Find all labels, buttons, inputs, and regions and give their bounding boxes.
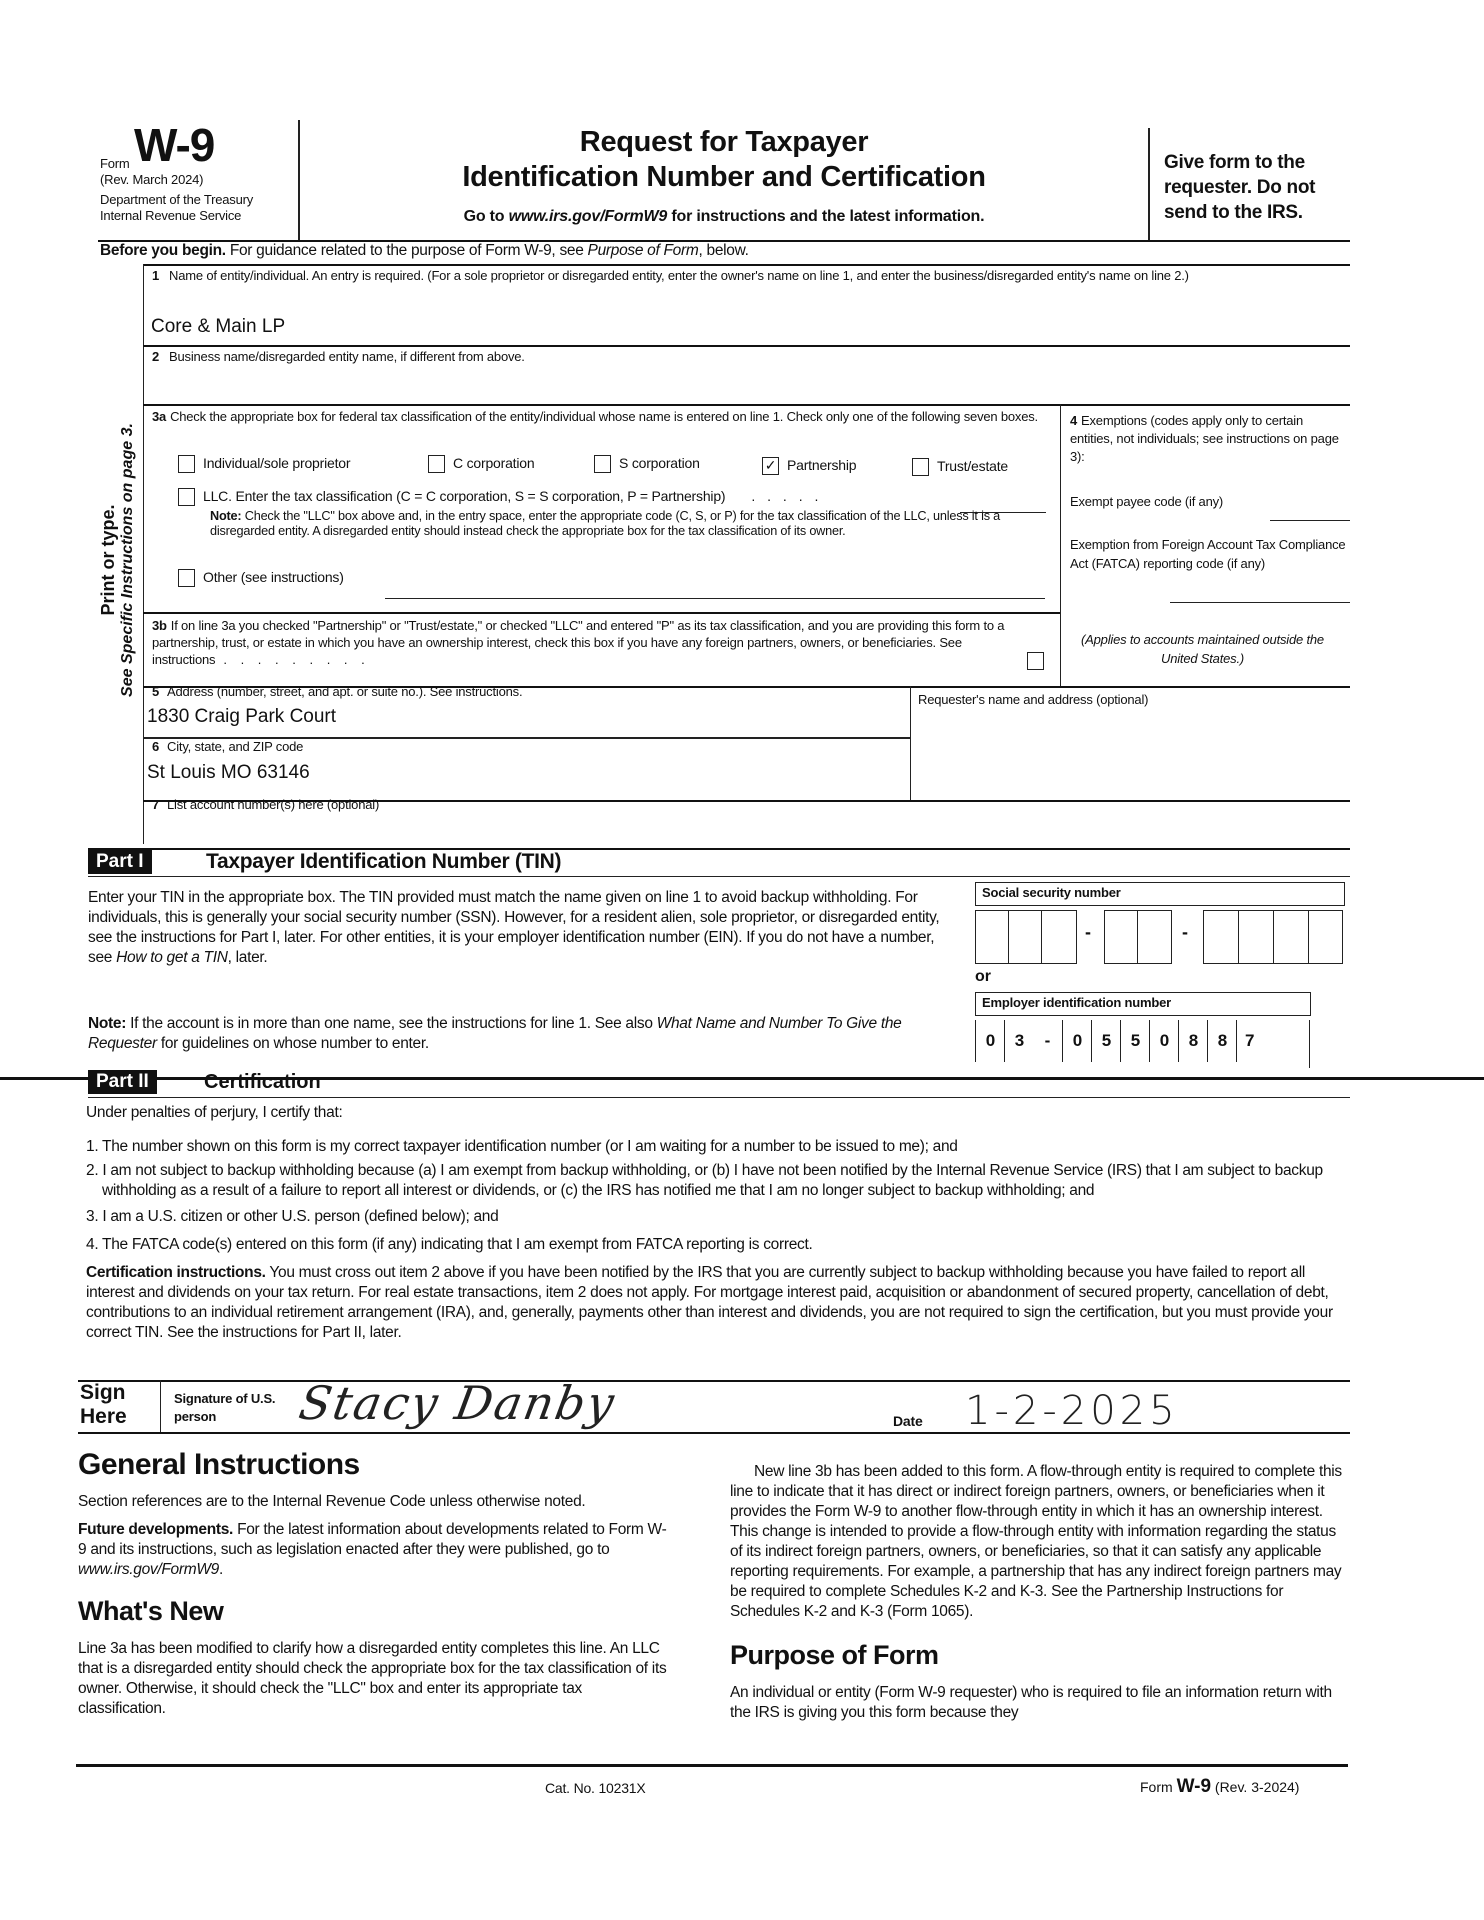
line4-text: Exemptions (codes apply only to certain entities, not individuals; see instructions on page 3): <box>1070 413 1339 464</box>
ssn-dash: - <box>1182 922 1188 942</box>
line6-label <box>152 739 303 755</box>
part1-title: Taxpayer Identification Number (TIN) <box>206 850 562 873</box>
checkbox-other[interactable] <box>178 569 195 587</box>
line5-num: 5 <box>152 684 160 699</box>
irs-link[interactable]: www.irs.gov/FormW9 <box>508 208 668 225</box>
form-word: Form <box>100 156 130 171</box>
department: Department of the Treasury <box>100 192 254 207</box>
cert-bold: Certification instructions. <box>86 1264 266 1281</box>
exempt-payee-field[interactable] <box>1270 520 1350 521</box>
ein-digit: 0 <box>975 1020 1005 1062</box>
line3b-text: If on line 3a you checked "Partnership" or "Trust/estate," or checked "LLC" and entered "P" as its tax classification, and you are providing this form to a partnership, trust, or estate in which you have an ownership interest, check this box if you have any foreign partners, owners, or beneficiaries. See instructions <box>152 618 1005 667</box>
footer-form-word: Form <box>1140 1779 1173 1795</box>
future-bold: Future developments. <box>78 1521 234 1538</box>
other-entry-field[interactable] <box>385 598 1045 599</box>
option-partnership[interactable] <box>762 457 856 475</box>
option-s-corporation[interactable] <box>594 455 700 473</box>
part1-tail: , later. <box>227 949 268 966</box>
ein-field[interactable] <box>975 1020 1310 1068</box>
purpose-text: An individual or entity (Form W-9 requester) who is required to file an information return with the IRS is giving you this form because they <box>730 1684 1332 1721</box>
option-other[interactable] <box>178 569 344 587</box>
section-refs: Section references are to the Internal Revenue Code unless otherwise noted. <box>78 1493 586 1510</box>
llc-note <box>210 509 1045 539</box>
catalog-number: Cat. No. 10231X <box>545 1780 646 1796</box>
checkbox-3b[interactable] <box>1027 652 1044 670</box>
ein-digit: 8 <box>1178 1020 1208 1062</box>
option-llc[interactable] <box>178 488 822 506</box>
line2-num: 2 <box>152 349 160 364</box>
before-bold: Before you begin. <box>100 242 226 259</box>
service: Internal Revenue Service <box>100 208 242 223</box>
signature-label: Signature of U.S. person <box>174 1391 276 1424</box>
print-or-type: Print or type. <box>98 504 118 616</box>
ssn-serial-field[interactable] <box>1203 910 1343 964</box>
date-field[interactable]: 1-2-2025 <box>965 1388 1179 1434</box>
option-label: Trust/estate <box>937 458 1008 474</box>
account-numbers-field[interactable] <box>150 815 1345 842</box>
date-label: Date <box>893 1413 923 1429</box>
line4-label <box>1070 412 1340 466</box>
llc-label: LLC. Enter the tax classification (C = C corporation, S = S corporation, P = Partnership) <box>203 488 726 504</box>
future-tail: . <box>219 1561 224 1578</box>
other-label: Other (see instructions) <box>203 569 344 585</box>
form-title <box>300 126 1148 226</box>
note-text: If the account is in more than one name, see the instructions for line 1. See also <box>126 1015 657 1032</box>
checkbox-trust-estate[interactable] <box>912 458 929 476</box>
city-state-zip-field[interactable]: St Louis MO 63146 <box>147 762 310 783</box>
part2-title: Certification <box>204 1071 321 1093</box>
checkbox-llc[interactable] <box>178 488 195 506</box>
requester-label: Requester's name and address (optional) <box>918 692 1149 707</box>
note-bold: Note: <box>210 509 242 523</box>
give-form-note: Give form to the requester. Do not send to the IRS. <box>1164 152 1316 223</box>
line1-num: 1 <box>152 268 160 283</box>
ein-digit: 0 <box>1149 1020 1179 1062</box>
goto-suffix: for instructions and the latest information. <box>667 208 985 225</box>
llc-dots: . . . . . <box>751 488 823 504</box>
future-developments <box>78 1520 668 1580</box>
line7-num: 7 <box>152 797 160 812</box>
line3b-dots: . . . . . . . . . <box>223 652 370 667</box>
sign-here: Sign Here <box>80 1381 127 1428</box>
cert-items <box>86 1137 1346 1343</box>
whats-new-heading: What's New <box>78 1596 224 1626</box>
cert-item: 2. I am not subject to backup withholding because (a) I am exempt from backup withholding, or (b) I have not been notified by the Internal Revenue Service (IRS) that I am subject to backup withholding as a result of a failure to report all interest or dividends, or (c) the IRS has notified me that I am no longer subject to backup withholding; and <box>86 1162 1323 1199</box>
cert-item: 4. The FATCA code(s) entered on this form (if any) indicating that I am exempt from FATCA reporting is correct. <box>86 1236 813 1253</box>
note-italic: What Name and Number To Give the Requester <box>88 1015 902 1052</box>
title-line1: Request for Taxpayer <box>579 126 869 158</box>
checkbox-individual[interactable] <box>178 455 195 473</box>
line2-label <box>152 349 525 365</box>
requester-field[interactable] <box>915 712 1345 797</box>
line2-business-name-field[interactable] <box>151 370 1341 396</box>
ein-dash: - <box>1044 1031 1051 1050</box>
option-trust-estate[interactable] <box>912 458 1008 476</box>
form-number: W-9 <box>133 119 215 171</box>
line2-text: Business name/disregarded entity name, if different from above. <box>169 349 525 364</box>
ssn-area-field[interactable] <box>975 910 1077 964</box>
line3a-label <box>152 408 1042 426</box>
future-text: For the latest information about developments related to Form W-9 and its instructions, such as legislation enacted after they were published, go to <box>78 1521 667 1558</box>
ein-digit: 3 <box>1004 1020 1034 1062</box>
line4-num: 4 <box>1070 413 1078 428</box>
fatca-code-field[interactable] <box>1170 602 1350 603</box>
exempt-payee-label: Exempt payee code (if any) <box>1070 494 1224 509</box>
line3a-text: Check the appropriate box for federal tax classification of the entity/individual whose name is entered on line 1. Check only one of the following seven boxes. <box>170 409 1038 424</box>
line3b-note: New line 3b has been added to this form. A flow-through entity is required to complete this line to indicate that it has direct or indirect foreign partners, owners, or beneficiaries when it provides the Form W-9 to another flow-through entity in which it has an ownership interest. This change is intended to provide a flow-through entity with information regarding the status of its indirect foreign partners, owners, or beneficiaries, so that it can satisfy any applicable reporting requirements. For example, a partnership that has any indirect foreign partners may be required to complete Schedules K-2 and K-3. See the Partnership Instructions for Schedules K-2 and K-3 (Form 1065). <box>730 1463 1342 1620</box>
line1-label <box>152 268 1342 284</box>
before-you-begin <box>100 241 749 261</box>
whats-new-text: Line 3a has been modified to clarify how a disregarded entity completes this line. An LLC that is a disregarded entity should check the appropriate box for the tax classification of its owner. Otherwise, it should check the "LLC" box and enter its appropriate tax classification. <box>78 1640 667 1717</box>
how-to-get-tin: How to get a TIN <box>116 949 228 966</box>
part2-tag: Part II <box>88 1070 157 1094</box>
goto-prefix: Go to <box>463 208 509 225</box>
line5-text: Address (number, street, and apt. or suite no.). See instructions. <box>167 684 523 699</box>
ssn-label: Social security number <box>975 882 1345 906</box>
fatca-label: Exemption from Foreign Account Tax Compliance Act (FATCA) reporting code (if any) <box>1070 537 1346 571</box>
option-label: C corporation <box>453 455 535 471</box>
part1-note <box>88 1014 948 1054</box>
part1-text: Enter your TIN in the appropriate box. The TIN provided must match the name given on line 1 to avoid backup withholding. For individuals, this is generally your social security number (SSN). However, for a resident alien, sole proprietor, or disregarded entity, see the instructions for Part I, later. For other entities, it is your employer identification number (EIN). If you do not have a number, see <box>88 889 940 966</box>
goto-line <box>300 208 1148 226</box>
line3b-label <box>152 617 1022 668</box>
general-instructions-heading: General Instructions <box>78 1448 360 1481</box>
cert-instructions <box>86 1263 1346 1343</box>
form-id-block <box>100 118 296 224</box>
ein-digit: 0 <box>1062 1020 1092 1062</box>
note-text: Check the "LLC" box above and, in the entry space, enter the appropriate code (C, S, or P) for the tax classification of the LLC, unless it is a disregarded entity. A disregarded entity should instead check the appropriate box for the tax classification of its owner. <box>210 509 1001 538</box>
ssn-group-field[interactable] <box>1104 910 1172 964</box>
line5-label <box>152 684 522 700</box>
line3b-num: 3b <box>152 618 167 633</box>
ein-digit: 5 <box>1091 1020 1121 1062</box>
ein-digit: 8 <box>1207 1020 1237 1062</box>
or-label: or <box>975 968 991 985</box>
see-instructions: See Specific Instructions on page 3. <box>119 423 136 697</box>
purpose-heading: Purpose of Form <box>730 1640 939 1670</box>
checkbox-partnership-checked[interactable]: ✓ <box>762 457 779 475</box>
line1-name-field[interactable]: Core & Main LP <box>151 316 286 337</box>
ein-digit: 5 <box>1120 1020 1150 1062</box>
option-label: Individual/sole proprietor <box>203 455 351 471</box>
ein-digit: 7 <box>1236 1020 1308 1062</box>
option-c-corporation[interactable] <box>428 455 534 473</box>
checkbox-s-corporation[interactable] <box>594 455 611 473</box>
part1-tag: Part I <box>88 850 152 874</box>
ssn-dash: - <box>1085 922 1091 942</box>
line6-text: City, state, and ZIP code <box>167 739 304 754</box>
side-label <box>98 390 138 730</box>
fatca-applies-note: (Applies to accounts maintained outside the United States.) <box>1081 632 1324 666</box>
before-tail: , below. <box>698 242 749 259</box>
ein-label: Employer identification number <box>975 992 1311 1016</box>
right-column <box>730 1462 1350 1723</box>
purpose-link: Purpose of Form <box>587 242 699 259</box>
footer-form-id <box>1140 1776 1299 1798</box>
footer-rev: (Rev. 3-2024) <box>1214 1779 1300 1795</box>
note-bold: Note: <box>88 1015 127 1032</box>
footer-form-number: W-9 <box>1176 1776 1212 1797</box>
cert-item: 1. The number shown on this form is my correct taxpayer identification number (or I am waiting for a number to be issued to me); and <box>86 1138 958 1155</box>
checkbox-c-corporation[interactable] <box>428 455 445 473</box>
part1-instructions <box>88 888 948 968</box>
note-tail: for guidelines on whose number to enter. <box>156 1035 429 1052</box>
cert-text: You must cross out item 2 above if you have been notified by the IRS that you are currently subject to backup withholding because you have failed to report all interest and dividends on your tax return. For real estate transactions, item 2 does not apply. For mortgage interest paid, acquisition or abandonment of secured property, cancellation of debt, contributions to an individual retirement arrangement (IRA), and, generally, payments other than interest and dividends, you are not required to sign the certification, but you must provide your correct TIN. See the instructions for Part II, later. <box>86 1264 1333 1341</box>
line6-num: 6 <box>152 739 160 754</box>
before-text: For guidance related to the purpose of Form W-9, see <box>225 242 588 259</box>
option-label: Partnership <box>787 457 857 473</box>
address-field[interactable]: 1830 Craig Park Court <box>147 706 337 727</box>
signature-field[interactable]: Stacy Danby <box>295 1376 620 1430</box>
line7-text: List account number(s) here (optional) <box>167 797 380 812</box>
title-line2: Identification Number and Certification <box>462 161 986 193</box>
form-revision: (Rev. March 2024) <box>100 172 204 187</box>
cert-intro: Under penalties of perjury, I certify that: <box>86 1104 343 1121</box>
irs-link[interactable]: www.irs.gov/FormW9 <box>78 1561 220 1578</box>
left-column <box>78 1448 668 1719</box>
cert-item: 3. I am a U.S. citizen or other U.S. person (defined below); and <box>86 1208 499 1225</box>
option-label: S corporation <box>619 455 700 471</box>
line7-label <box>152 797 379 813</box>
line3a-num: 3a <box>152 409 167 424</box>
option-individual[interactable] <box>178 455 350 473</box>
line1-text: Name of entity/individual. An entry is required. (For a sole proprietor or disregarded entity, enter the owner's name on line 1, and enter the business/disregarded entity's name on line 2.) <box>169 268 1189 283</box>
